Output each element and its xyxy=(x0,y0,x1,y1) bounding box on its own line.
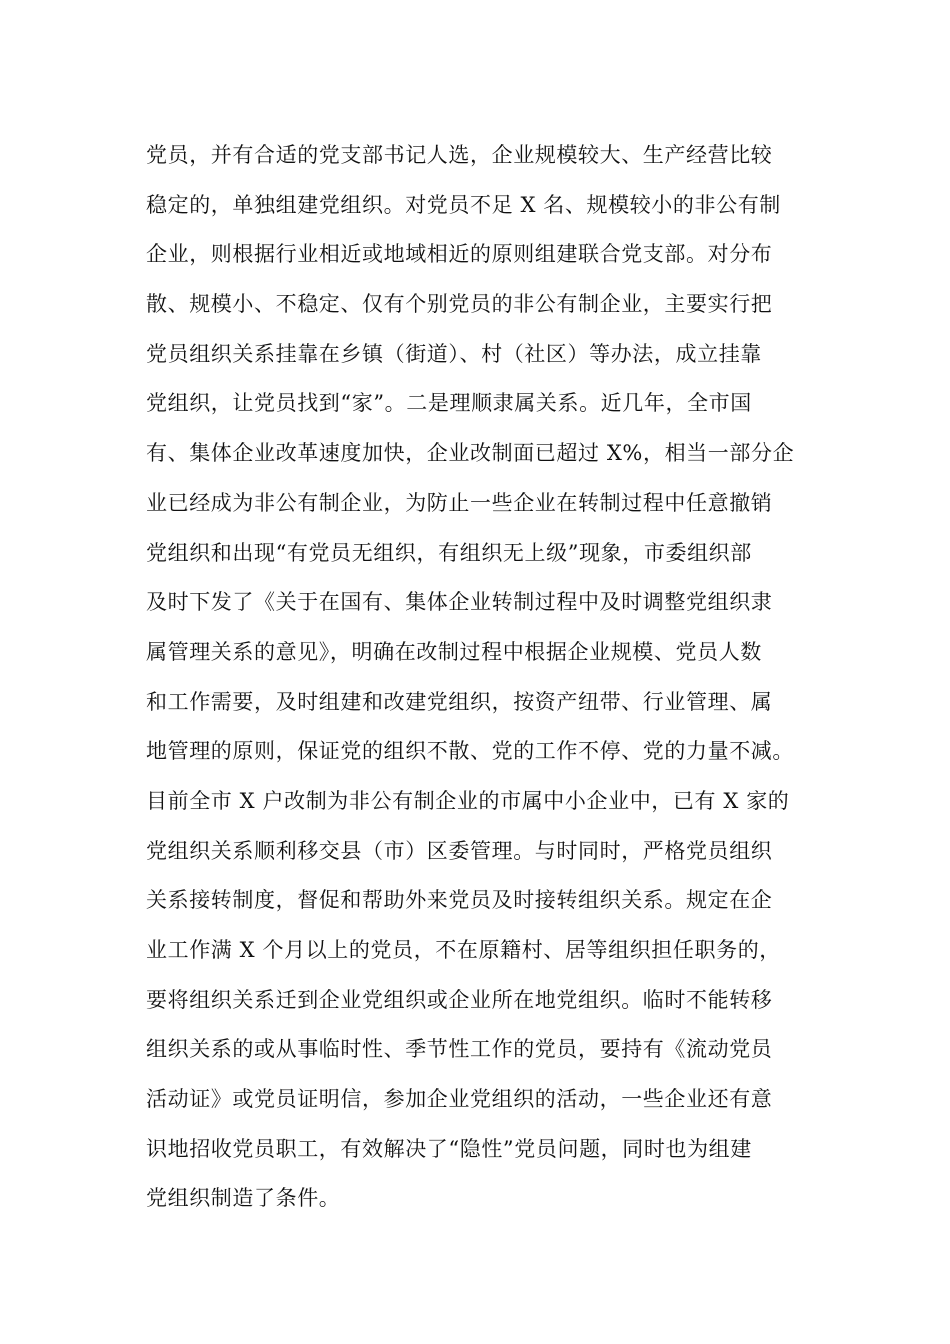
text-line: 识地招收党员职工，有效解决了“隐性”党员问题，同时也为组建 xyxy=(146,1136,752,1161)
text-line: 企业，则根据行业相近或地域相近的原则组建联合党支部。对分布 xyxy=(146,242,773,267)
text-line: 及时下发了《关于在国有、集体企业转制过程中及时调整党组织隶 xyxy=(146,590,773,615)
body-paragraph xyxy=(146,131,846,1224)
text-line: 党员组织关系挂靠在乡镇（街道）、村（社区）等办法，成立挂靠 xyxy=(146,341,762,366)
text-line: 党组织制造了条件。 xyxy=(146,1186,341,1211)
text-line: 地管理的原则，保证党的组织不散、党的工作不停、党的力量不减。 xyxy=(146,739,794,764)
text-line: 散、规模小、不稳定、仅有个别党员的非公有制企业，主要实行把 xyxy=(146,292,773,317)
text-line: 关系接转制度，督促和帮助外来党员及时接转组织关系。规定在企 xyxy=(146,888,773,913)
text-line: 业已经成为非公有制企业，为防止一些企业在转制过程中任意撤销 xyxy=(146,490,773,515)
text-line: 组织关系的或从事临时性、季节性工作的党员，要持有《流动党员 xyxy=(146,1037,773,1062)
text-line: 目前全市 X 户改制为非公有制企业的市属中小企业中，已有 X 家的 xyxy=(146,788,790,813)
text-line: 要将组织关系迁到企业党组织或企业所在地党组织。临时不能转移 xyxy=(146,987,773,1012)
text-line: 业工作满 X 个月以上的党员，不在原籍村、居等组织担任职务的， xyxy=(146,938,781,962)
text-line: 党组织关系顺利移交县（市）区委管理。与时同时，严格党员组织 xyxy=(146,838,773,863)
text-line: 活动证》或党员证明信，参加企业党组织的活动，一些企业还有意 xyxy=(146,1087,773,1112)
text-line: 属管理关系的意见》，明确在改制过程中根据企业规模、党员人数 xyxy=(146,639,762,664)
text-line: 党组织，让党员找到“家”。二是理顺隶属关系。近几年，全市国 xyxy=(146,391,752,416)
text-line: 稳定的，单独组建党组织。对党员不足 X 名、规模较小的非公有制 xyxy=(146,192,781,217)
text-line: 党组织和出现“有党员无组织，有组织无上级”现象，市委组织部 xyxy=(146,540,752,565)
text-line: 和工作需要，及时组建和改建党组织，按资产纽带、行业管理、属 xyxy=(146,689,773,714)
text-line: 有、集体企业改革速度加快，企业改制面已超过 X%，相当一部分企 xyxy=(146,441,795,466)
text-line: 党员，并有合适的党支部书记人选，企业规模较大、生产经营比较 xyxy=(146,143,773,167)
